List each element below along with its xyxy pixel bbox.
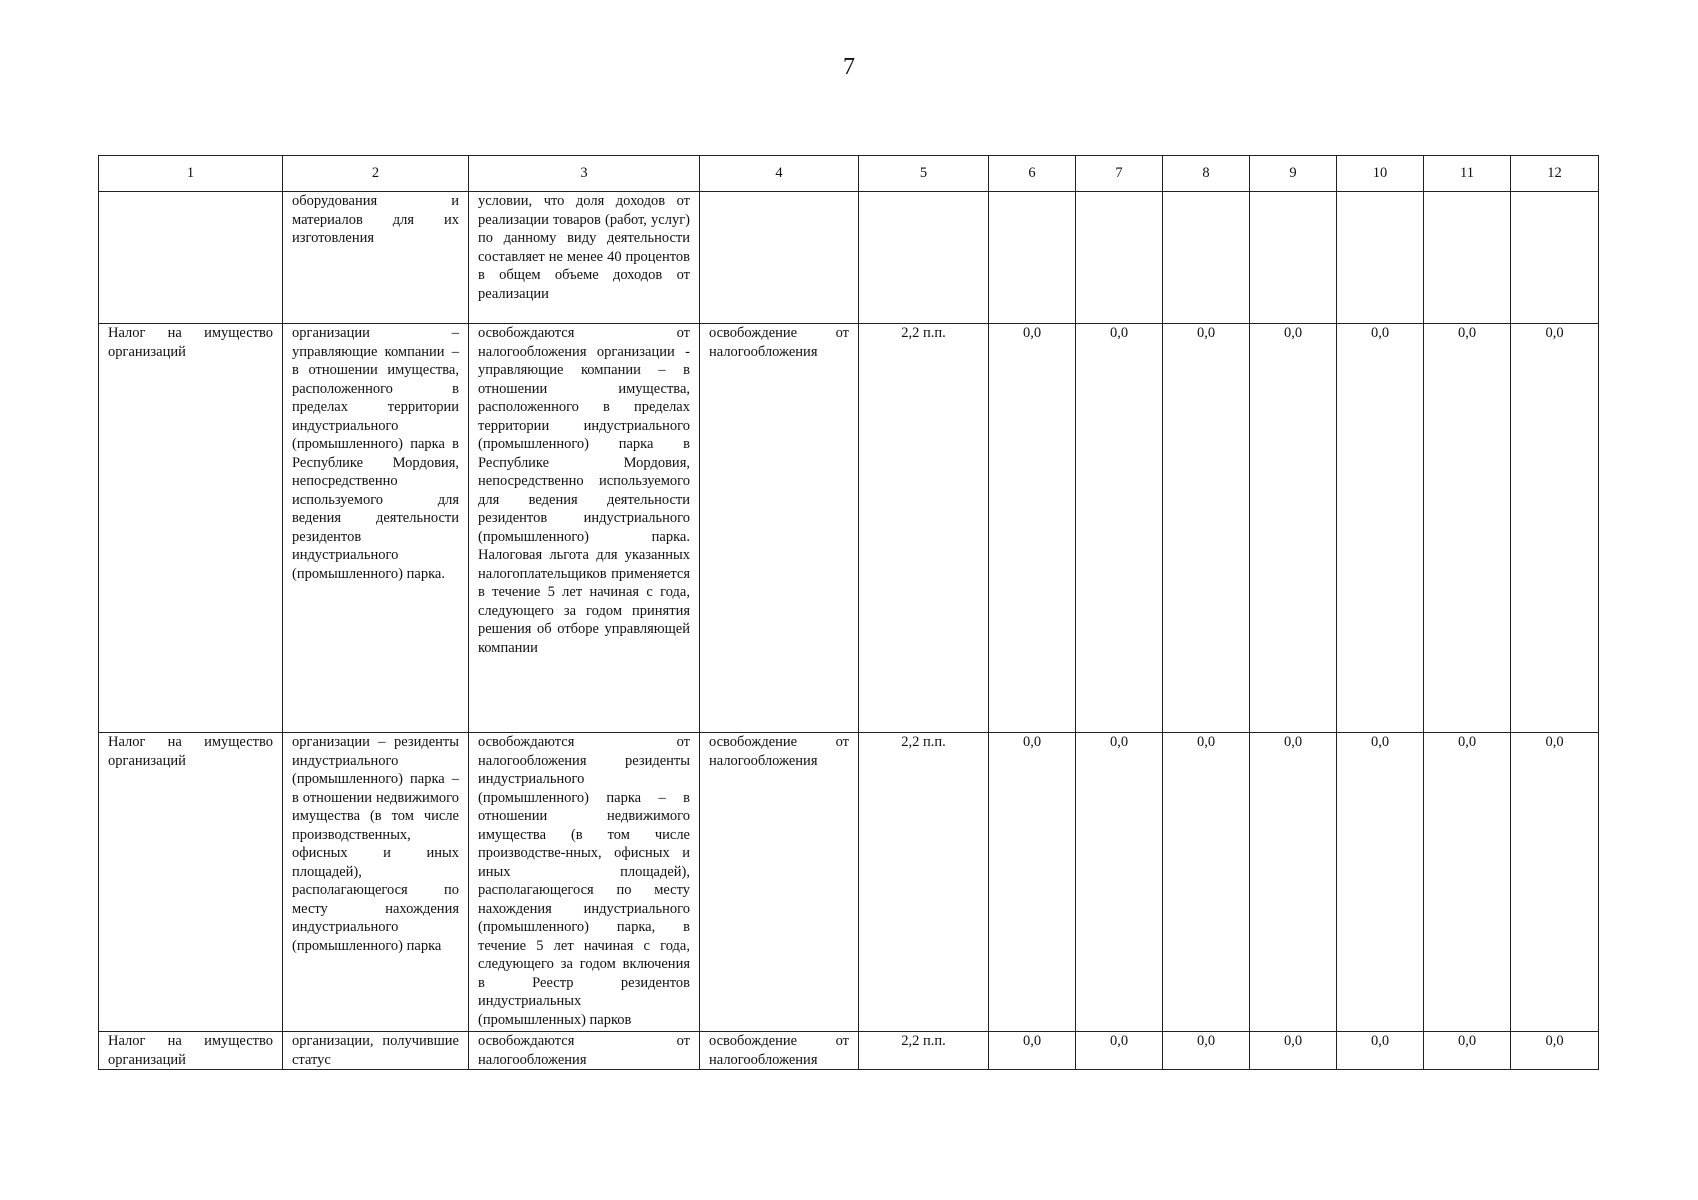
benefit-condition-cell: условии, что доля доходов от реализации товаров (работ, услуг) по данному виду деятельности составляет не менее 40 процентов в общем объеме доходов от реализации [469, 192, 700, 324]
rate-cell: 2,2 п.п. [859, 733, 989, 1032]
table-row [99, 1032, 1599, 1070]
value-cell: 0,0 [989, 324, 1076, 733]
value-cell: 0,0 [1163, 1032, 1250, 1070]
beneficiary-cell: организации – управляющие компании – в отношении имущества, расположенного в пределах территории индустриального (промышленного) парка в Республике Мордовия, непосредственно используемого для ведения деятельности резидентов индустриального (промышленного) парка. [283, 324, 469, 733]
value-cell: 0,0 [1076, 324, 1163, 733]
value-cell: 0,0 [1163, 324, 1250, 733]
tax-name-cell [99, 192, 283, 324]
column-header: 6 [989, 156, 1076, 192]
tax-name-cell: Налог на имущество организаций [99, 1032, 283, 1070]
value-cell [1424, 192, 1511, 324]
value-cell: 0,0 [1076, 733, 1163, 1032]
column-header: 12 [1511, 156, 1599, 192]
benefit-condition-cell: освобождаются от налогообложения организации - управляющие компании – в отношении имущества, расположенного в пределах территории индустриального (промышленного) парка в Республике Мордовия, непосредственно используемого для ведения деятельности резидентов индустриального (промышленного) парка. Налоговая льгота для указанных налогоплательщиков применяется в течение 5 лет начиная с года, следующего за годом принятия решения об отборе управляющей компании [469, 324, 700, 733]
column-header: 1 [99, 156, 283, 192]
column-header: 3 [469, 156, 700, 192]
beneficiary-cell: организации – резиденты индустриального (промышленного) парка – в отношении недвижимого имущества (в том числе производственных, офисных и иных площадей), располагающегося по месту нахождения индустриального (промышленного) парка [283, 733, 469, 1032]
value-cell: 0,0 [1424, 733, 1511, 1032]
value-cell: 0,0 [989, 1032, 1076, 1070]
table-row [99, 324, 1599, 733]
rate-cell [859, 192, 989, 324]
benefit-condition-cell: освобождаются от налогообложения резиденты индустриального (промышленного) парка – в отношении недвижимого имущества (в том числе производстве-нных, офисных и иных площадей), располагающегося по месту нахождения индустриального (промышленного) парка, в течение 5 лет начиная с года, следующего за годом включения в Реестр резидентов индустриальных (промышленных) парков [469, 733, 700, 1032]
value-cell: 0,0 [1076, 1032, 1163, 1070]
value-cell: 0,0 [1337, 324, 1424, 733]
column-header: 10 [1337, 156, 1424, 192]
value-cell: 0,0 [1337, 733, 1424, 1032]
rate-cell: 2,2 п.п. [859, 1032, 989, 1070]
value-cell: 0,0 [1250, 1032, 1337, 1070]
tax-name-cell: Налог на имущество организаций [99, 733, 283, 1032]
column-header: 8 [1163, 156, 1250, 192]
table-row [99, 192, 1599, 324]
column-header: 2 [283, 156, 469, 192]
value-cell: 0,0 [1424, 324, 1511, 733]
value-cell [1511, 192, 1599, 324]
value-cell [1250, 192, 1337, 324]
benefit-type-cell: освобождение от налогообложения [700, 733, 859, 1032]
tax-benefits-table [98, 155, 1599, 1070]
value-cell: 0,0 [1511, 1032, 1599, 1070]
benefit-type-cell: освобождение от налогообложения [700, 324, 859, 733]
value-cell: 0,0 [1163, 733, 1250, 1032]
value-cell: 0,0 [1511, 324, 1599, 733]
value-cell: 0,0 [1511, 733, 1599, 1032]
benefit-type-cell: освобождение от налогообложения [700, 1032, 859, 1070]
value-cell: 0,0 [1250, 733, 1337, 1032]
benefit-type-cell [700, 192, 859, 324]
value-cell [1163, 192, 1250, 324]
value-cell [1076, 192, 1163, 324]
column-header: 5 [859, 156, 989, 192]
value-cell [989, 192, 1076, 324]
beneficiary-cell: оборудования и материалов для их изготовления [283, 192, 469, 324]
value-cell: 0,0 [1250, 324, 1337, 733]
table-header-row [99, 156, 1599, 192]
page-number: 7 [843, 54, 855, 80]
column-header: 4 [700, 156, 859, 192]
benefit-condition-cell: освобождаются от налогообложения [469, 1032, 700, 1070]
value-cell: 0,0 [1424, 1032, 1511, 1070]
value-cell [1337, 192, 1424, 324]
tax-name-cell: Налог на имущество организаций [99, 324, 283, 733]
beneficiary-cell: организации, получившие статус [283, 1032, 469, 1070]
value-cell: 0,0 [989, 733, 1076, 1032]
value-cell: 0,0 [1337, 1032, 1424, 1070]
column-header: 7 [1076, 156, 1163, 192]
table-row [99, 733, 1599, 1032]
column-header: 9 [1250, 156, 1337, 192]
rate-cell: 2,2 п.п. [859, 324, 989, 733]
column-header: 11 [1424, 156, 1511, 192]
